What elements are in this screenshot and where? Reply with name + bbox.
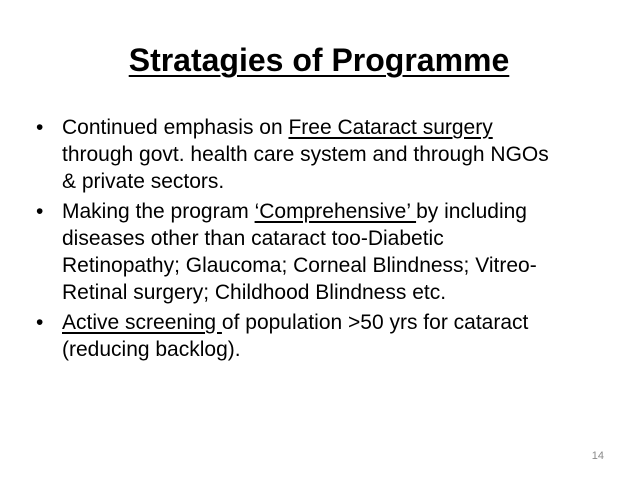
underlined-phrase: Free Cataract surgery: [288, 116, 493, 139]
bullet-text-post: of population >50 yrs for cataract (reducing backlog).: [62, 311, 529, 361]
bullet-item-active-screening: [36, 309, 556, 363]
bullet-text-post: through govt. health care system and through NGOs & private sectors.: [62, 143, 549, 193]
bullet-text-post: by including diseases other than cataract too-Diabetic Retinopathy; Glaucoma; Corneal Blindness; Vitreo-Retinal surgery; Childhood Blindness etc.: [62, 200, 537, 304]
bullet-marker: •: [36, 116, 44, 139]
bullet-text-pre: Continued emphasis on: [62, 116, 289, 139]
underlined-phrase: Active screening: [62, 311, 222, 334]
bullet-item-free-cataract-surgery: [36, 114, 556, 195]
bullet-marker: •: [36, 200, 44, 223]
bullet-item-comprehensive: [36, 198, 556, 306]
bullet-text-pre: Making the program: [62, 200, 255, 223]
slide-title-text: Stratagies of Programme: [128, 42, 510, 78]
bullet-marker: •: [36, 311, 44, 334]
underlined-phrase: ‘Comprehensive’: [254, 200, 417, 223]
page-number: 14: [591, 450, 604, 462]
bullet-list: [36, 114, 556, 366]
slide-title: [0, 40, 638, 80]
